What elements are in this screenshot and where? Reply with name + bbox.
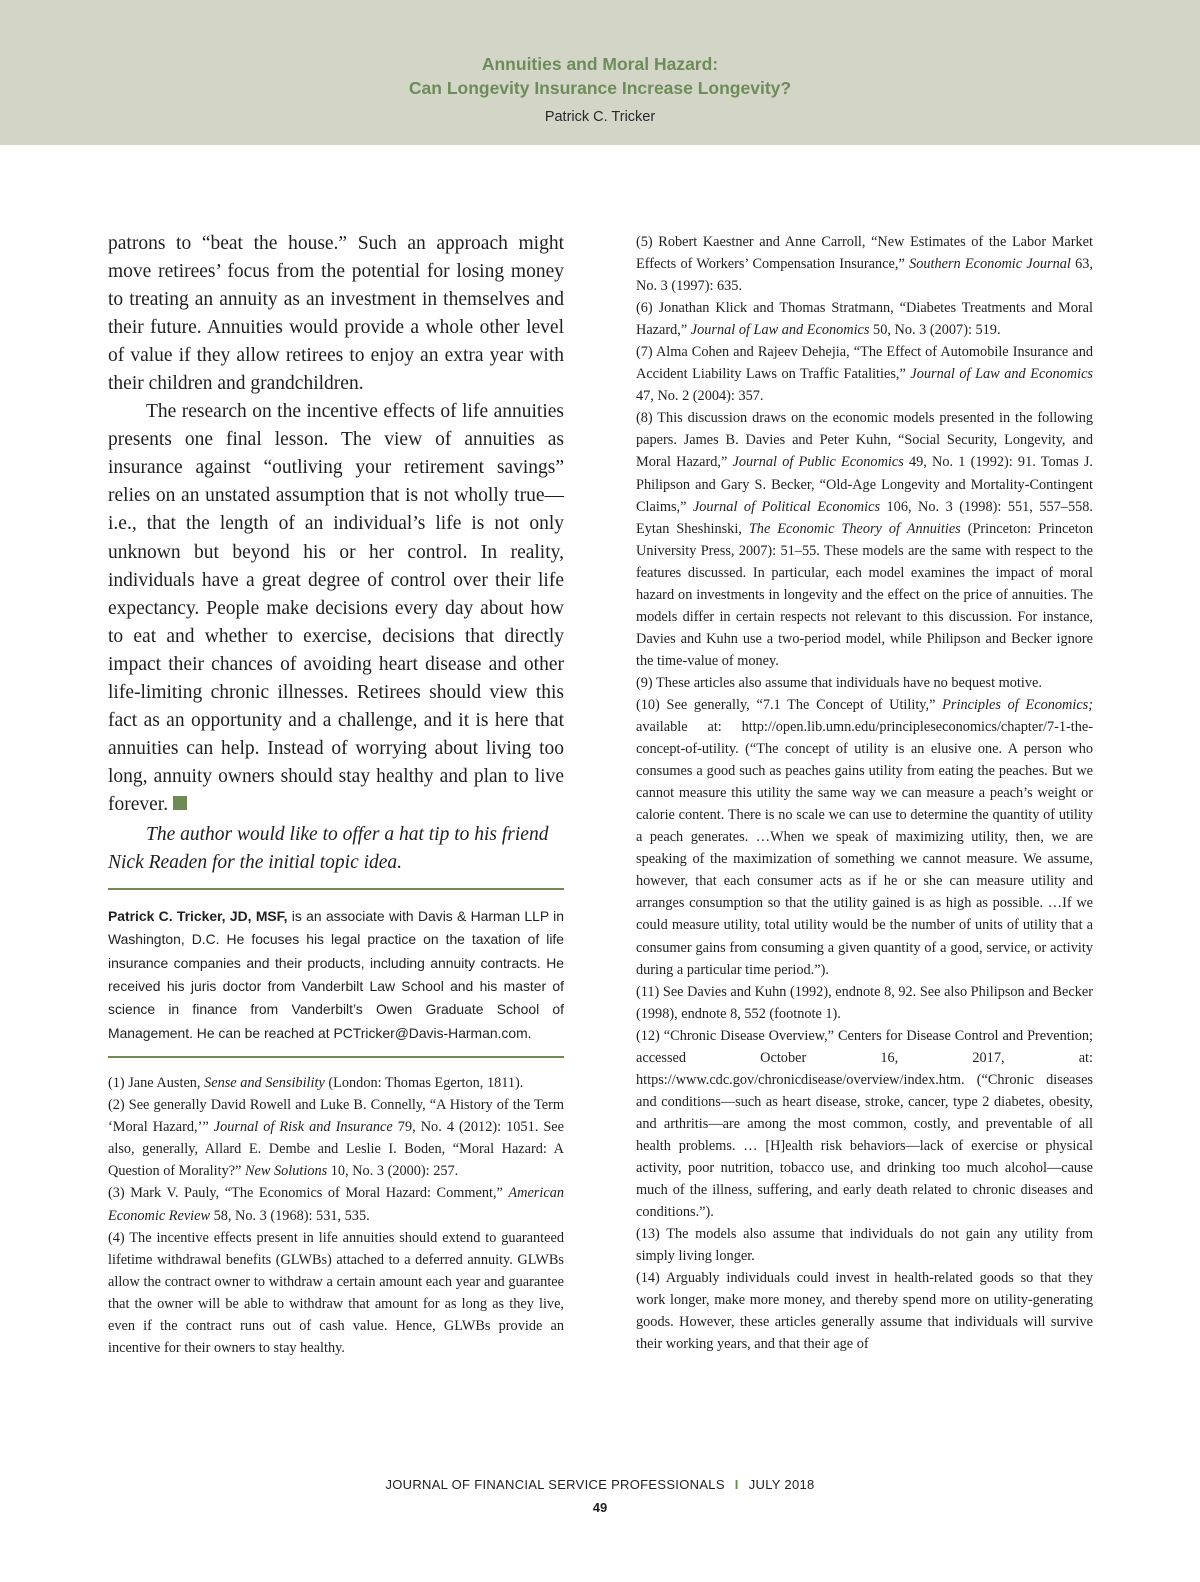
endnote-6 xyxy=(636,297,1093,341)
endnote-10-text-end: available at: http://open.lib.umn.edu/principleseconomics/chapter/7-1-the-concept-of-utility. (“The concept of utility is an elusive one. A person who consumes a good such as peaches gains utility from eating the peaches. But we cannot measure this utility the same way we can measure a peach’s weight or calorie content. There is no scale we can use to determine the quantity of utility a peach generates. …When we speak of maximizing utility, then, we are speaking of the maximization of something we cannot measure. We assume, however, that each consumer acts as if he or she can measure utility and arranges consumption so that the utility gained is as high as possible. …If we could measure utility, total utility would be the number of units of utility that a consumer gains from consuming a given quantity of a good, service, or activity during a particular time period.”). xyxy=(636,719,1093,978)
end-mark-square-icon xyxy=(173,796,187,810)
endnote-9 xyxy=(636,672,1093,694)
endnote-8-text: (8) This discussion draws on the economic models presented in the following papers. James B. Davies and Peter Kuhn, “Social Security, Longevity, and Moral Hazard,” xyxy=(636,410,1093,471)
endnote-2-text-mid: 79, No. 4 (2012): 1051. See also, generally, Allard E. Dembe and Leslie I. Boden, “Moral Hazard: A Question of Morality?” xyxy=(108,1119,564,1180)
endnote-5 xyxy=(636,231,1093,297)
endnote-8-book: The Economic Theory of Annuities xyxy=(748,520,961,537)
endnote-7-journal: Journal of Law and Economics xyxy=(910,366,1093,383)
body-paragraph-1: patrons to “beat the house.” Such an approach might move retirees’ focus from the potential for losing money to treating an annuity as an investment in themselves and their future. Annuities would provide a whole other level of value if they allow retirees to enjoy an extra year with their children and grandchildren. xyxy=(108,233,564,395)
issue-date: JULY 2018 xyxy=(748,1477,815,1492)
endnote-2-text: (2) See generally David Rowell and Luke B. Connelly, “A History of the Term ‘Moral Hazard,’” xyxy=(108,1097,564,1136)
endnote-3-journal: American Economic Review xyxy=(108,1185,564,1224)
endnote-14 xyxy=(636,1267,1093,1355)
endnotes-left xyxy=(108,1072,564,1359)
endnote-3-text-end: 58, No. 3 (1968): 531, 535. xyxy=(210,1207,370,1224)
endnote-13-text: (13) The models also assume that individuals do not gain any utility from simply living longer. xyxy=(636,1226,1093,1265)
endnote-2-journal-1: Journal of Risk and Insurance xyxy=(213,1119,393,1136)
endnote-6-text-end: 50, No. 3 (2007): 519. xyxy=(869,322,1001,339)
left-column xyxy=(108,230,564,1359)
endnote-8 xyxy=(636,407,1093,672)
endnote-1-text-end: (London: Thomas Egerton, 1811). xyxy=(324,1075,524,1092)
endnote-1 xyxy=(108,1072,564,1094)
endnote-4-text: (4) The incentive effects present in life annuities should extend to guaranteed lifetime withdrawal benefits (GLWBs) attached to a deferred annuity. GLWBs allow the contract owner to withdraw a certain amount each year and guarantee that the owner will be able to withdraw that amount for as long as they live, even if the contract runs out of cash value. Hence, GLWBs provide an incentive for their owners to stay healthy. xyxy=(108,1229,564,1356)
bio-top-rule xyxy=(108,888,564,890)
right-column xyxy=(636,231,1093,1355)
journal-name: JOURNAL OF FINANCIAL SERVICE PROFESSIONALS xyxy=(385,1477,725,1492)
author-bio-text: is an associate with Davis & Harman LLP in Washington, D.C. He focuses his legal practice on the taxation of life insurance companies and their products, including annuity contracts. He received his juris doctor from Vanderbilt Law School and his master of science in finance from Vanderbilt’s Owen Graduate School of Management. He can be reached at PCTricker@Davis-Harman.com. xyxy=(108,907,564,1041)
article-author: Patrick C. Tricker xyxy=(544,109,656,125)
article-title xyxy=(0,52,1200,100)
endnote-1-title: Sense and Sensibility xyxy=(204,1075,325,1092)
endnote-10 xyxy=(636,694,1093,981)
endnote-1-text: (1) Jane Austen, xyxy=(108,1075,205,1092)
acknowledgment: The author would like to offer a hat tip to his friend Nick Readen for the initial topic idea. xyxy=(108,823,549,874)
endnote-12-text: (12) “Chronic Disease Overview,” Centers for Disease Control and Prevention; accessed October 16, 2017, at: https://www.cdc.gov/chronicdisease/overview/index.htm. (“Chronic diseases and conditions—such as heart disease, stroke, cancer, type 2 diabetes, obesity, and arthritis—are among the most common, costly, and preventable of all health problems. … [H]ealth risk behaviors—lack of exercise or physical activity, poor nutrition, tobacco use, and drinking too much alcohol—cause much of the illness, suffering, and early death related to chronic diseases and conditions.”). xyxy=(636,1027,1093,1221)
endnote-2-text-end: 10, No. 3 (2000): 257. xyxy=(327,1163,459,1180)
endnote-8-journal-2: Journal of Political Economics xyxy=(692,498,881,515)
endnote-11-text: (11) See Davies and Kuhn (1992), endnote 8, 92. See also Philipson and Becker (1998), endnote 8, 552 (footnote 1). xyxy=(636,983,1093,1022)
endnote-2-journal-2: New Solutions xyxy=(244,1163,328,1180)
endnote-5-journal: Southern Economic Journal xyxy=(909,256,1071,273)
endnote-9-text: (9) These articles also assume that individuals have no bequest motive. xyxy=(636,674,1042,691)
endnote-8-text-2: 49, No. 1 (1992): 91. Tomas J. Philipson and Gary S. Becker, “Old-Age Longevity and Mortality-Contingent Claims,” xyxy=(636,454,1093,515)
endnote-13 xyxy=(636,1223,1093,1267)
endnote-8-text-3: 106, No. 3 (1998): 551, 557–558. Eytan Sheshinski, xyxy=(636,498,1093,537)
endnote-3-text: (3) Mark V. Pauly, “The Economics of Moral Hazard: Comment,” xyxy=(108,1185,509,1202)
author-bio xyxy=(108,905,564,1045)
endnote-6-text: (6) Jonathan Klick and Thomas Stratmann, “Diabetes Treatments and Moral Hazard,” xyxy=(636,300,1093,339)
endnote-6-journal: Journal of Law and Economics xyxy=(690,322,870,339)
author-bio-name: Patrick C. Tricker, JD, MSF, xyxy=(108,907,288,924)
endnote-14-text: (14) Arguably individuals could invest in health-related goods so that they work longer, make more money, and thereby spend more on utility-generating goods. However, these articles generally assume that individuals will survive their working years, and that their age of xyxy=(636,1270,1093,1353)
endnote-7-text-end: 47, No. 2 (2004): 357. xyxy=(636,388,764,405)
endnote-3 xyxy=(108,1182,564,1226)
body-paragraph-2-text: The research on the incentive effects of life annuities presents one final lesson. The view of annuities as insurance against “outliving your retirement savings” relies on an unstated assumption that is not wholly true—i.e., that the length of an individual’s life is not only unknown but beyond his or her control. In reality, individuals have a great degree of control over their life expectancy. People make decisions every day about how to eat and whether to exercise, decisions that directly impact their chances of avoiding heart disease and other life-limiting chronic illnesses. Retirees should view this fact as an opportunity and a challenge, and it is here that annuities can help. Instead of worrying about living too long, annuity owners should stay healthy and plan to live forever. xyxy=(108,401,564,815)
article-title-line-2: Can Longevity Insurance Increase Longevity? xyxy=(408,78,792,98)
endnote-7 xyxy=(636,341,1093,407)
endnote-5-text-end: 63, No. 3 (1997): 635. xyxy=(636,256,1093,295)
endnote-8-text-end: (Princeton: Princeton University Press, 2007): 51–55. These models are the same with respect to the features discussed. In particular, each model examines the impact of moral hazard on investments in longevity and the effect on the price of annuities. The models differ in certain respects not relevant to this discussion. For instance, Davies and Kuhn use a two-period model, while Philipson and Becker ignore the time-value of money. xyxy=(636,520,1094,669)
journal-footer xyxy=(0,1477,1200,1492)
endnote-10-text: (10) See generally, “7.1 The Concept of Utility,” xyxy=(636,696,943,713)
endnote-2 xyxy=(108,1094,564,1182)
endnote-12 xyxy=(636,1025,1093,1223)
endnote-11 xyxy=(636,981,1093,1025)
body-paragraph-2 xyxy=(108,398,564,819)
footer-separator: I xyxy=(734,1477,739,1492)
endnote-4 xyxy=(108,1227,564,1359)
endnote-10-title: Principles of Economics; xyxy=(942,696,1094,713)
endnote-5-text: (5) Robert Kaestner and Anne Carroll, “New Estimates of the Labor Market Effects of Workers’ Compensation Insurance,” xyxy=(636,234,1093,273)
page-number: 49 xyxy=(592,1500,608,1515)
header-band xyxy=(0,0,1200,145)
article-title-line-1: Annuities and Moral Hazard: xyxy=(481,54,719,74)
endnote-7-text: (7) Alma Cohen and Rajeev Dehejia, “The Effect of Automobile Insurance and Accident Liability Laws on Traffic Fatalities,” xyxy=(636,344,1093,383)
endnote-8-journal-1: Journal of Public Economics xyxy=(732,454,904,471)
bio-bottom-rule xyxy=(108,1056,564,1058)
